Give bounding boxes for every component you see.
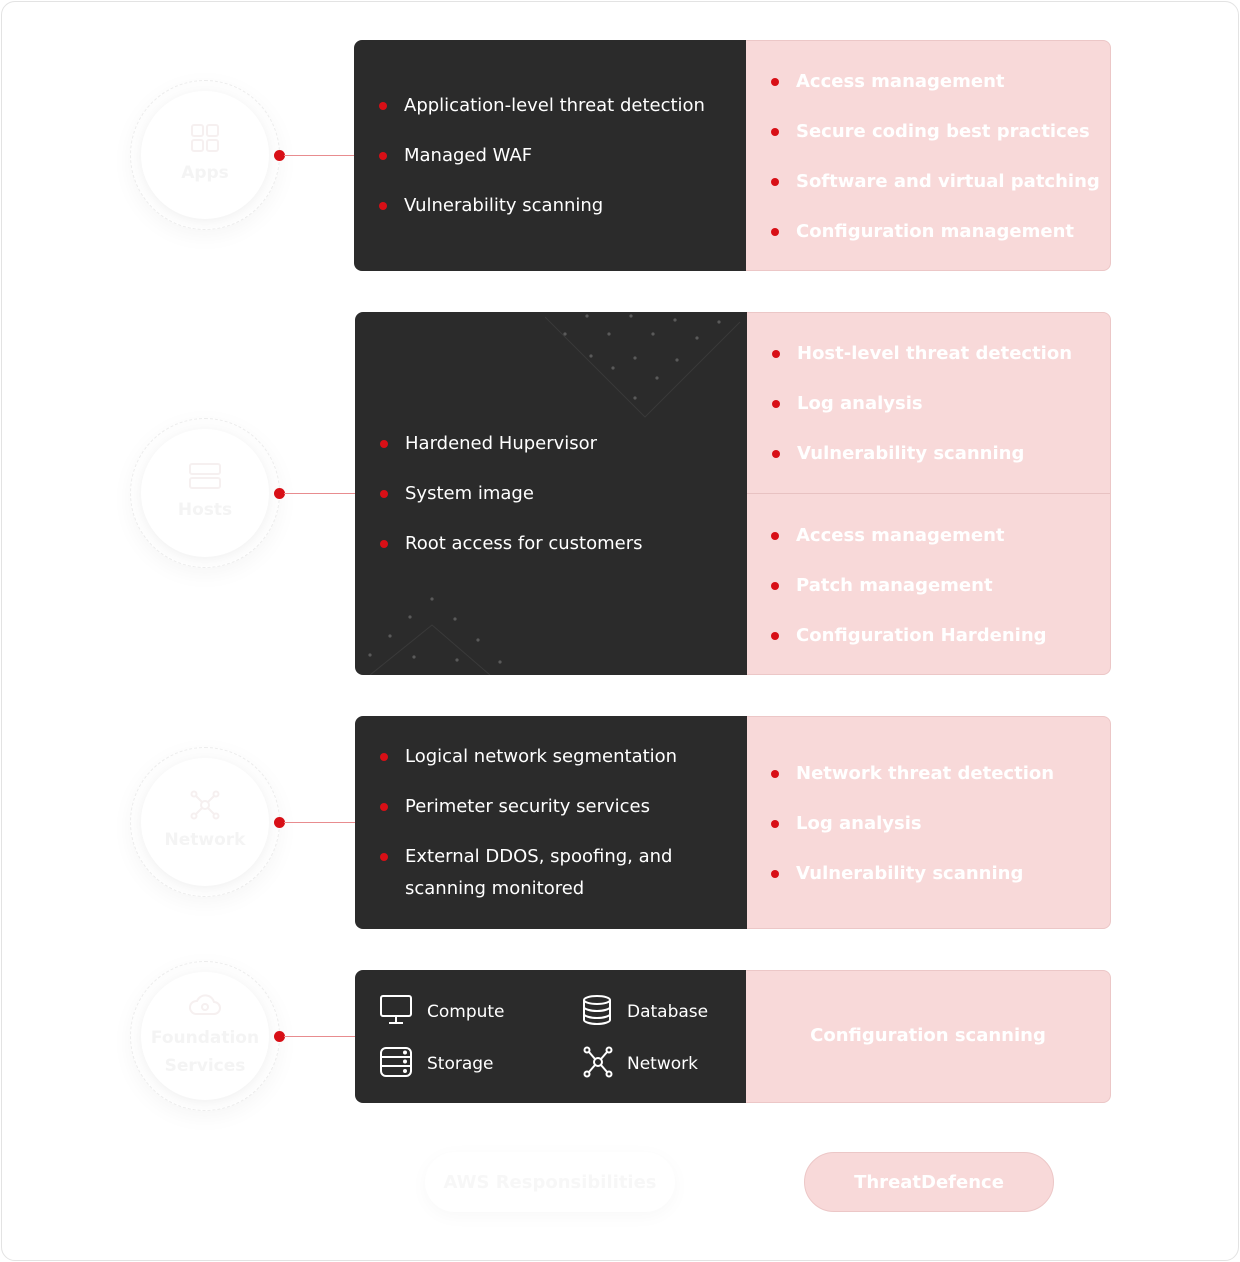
hosts-connector-line [284,493,355,494]
hosts-aws-list [380,428,643,560]
list-item: Application-level threat detection [379,90,705,122]
foundation-connector-line [284,1036,355,1037]
service-database [581,994,708,1030]
list-item: Hardened Hupervisor [380,428,643,460]
database-icon [581,994,613,1030]
monitor-icon [379,994,413,1030]
list-item: Root access for customers [380,528,643,560]
service-storage-label: Storage [427,1054,494,1074]
list-item: Access management [771,66,1100,98]
hosts-threatdefence-bottom-list [771,520,1047,652]
network-aws-list [380,741,710,905]
apps-threatdefence-panel [746,40,1111,271]
service-network-label: Network [627,1054,698,1074]
hosts-aws-panel [355,312,747,675]
network-threatdefence-list [771,758,1054,890]
network-circle [130,747,280,897]
list-item: System image [380,478,643,510]
storage-icon [379,1046,413,1082]
service-database-label: Database [627,1002,709,1022]
network-nodes-icon [190,790,220,820]
network-connector-line [284,822,355,823]
list-item: Vulnerability scanning [379,190,705,222]
hosts-circle [130,418,280,568]
service-storage [379,1046,494,1082]
server-stack-icon [188,462,222,490]
list-item: Host-level threat detection [772,338,1072,370]
list-item: Access management [771,520,1047,552]
list-item: Vulnerability scanning [771,858,1054,890]
list-item: Logical network segmentation [380,741,710,773]
legend-aws: AWS Responsibilities [425,1152,675,1212]
apps-grid-icon [190,123,220,153]
list-item: Configuration Hardening [771,620,1047,652]
network-label: Network [164,830,246,850]
foundation-circle [130,961,280,1111]
list-item: Managed WAF [379,140,705,172]
foundation-label: Foundation Services [150,1028,260,1076]
list-item: Log analysis [772,388,1072,420]
list-item: Network threat detection [771,758,1054,790]
list-item: Log analysis [771,808,1054,840]
hosts-threatdefence-panel [747,312,1111,675]
service-compute-label: Compute [427,1002,505,1022]
apps-connector-line [284,155,355,156]
network-icon [583,1046,613,1082]
foundation-threatdefence-panel [746,970,1111,1103]
network-threatdefence-panel [747,716,1111,929]
service-network [583,1046,698,1082]
list-item: Vulnerability scanning [772,438,1072,470]
list-item: Secure coding best practices [771,116,1100,148]
apps-aws-list [379,90,705,222]
foundation-threatdefence-text: Configuration scanning [810,1025,1046,1046]
list-item: Software and virtual patching [771,166,1100,198]
apps-circle [130,80,280,230]
list-item: External DDOS, spoofing, and scanning monitored [380,841,710,905]
apps-aws-panel [354,40,746,271]
hosts-panel-divider [747,493,1110,494]
apps-label: Apps [181,163,229,183]
network-aws-panel [355,716,747,929]
list-item: Patch management [771,570,1047,602]
apps-threatdefence-list [771,66,1100,248]
dot-pattern-bottom [360,592,520,675]
foundation-aws-panel [355,970,746,1103]
hosts-threatdefence-top-list [772,338,1072,470]
legend-threatdefence: ThreatDefence [804,1152,1054,1212]
list-item: Configuration management [771,216,1100,248]
cloud-gear-icon [188,992,222,1018]
list-item: Perimeter security services [380,791,710,823]
service-compute [379,994,505,1030]
hosts-label: Hosts [177,500,233,520]
dot-pattern-top [545,312,745,422]
